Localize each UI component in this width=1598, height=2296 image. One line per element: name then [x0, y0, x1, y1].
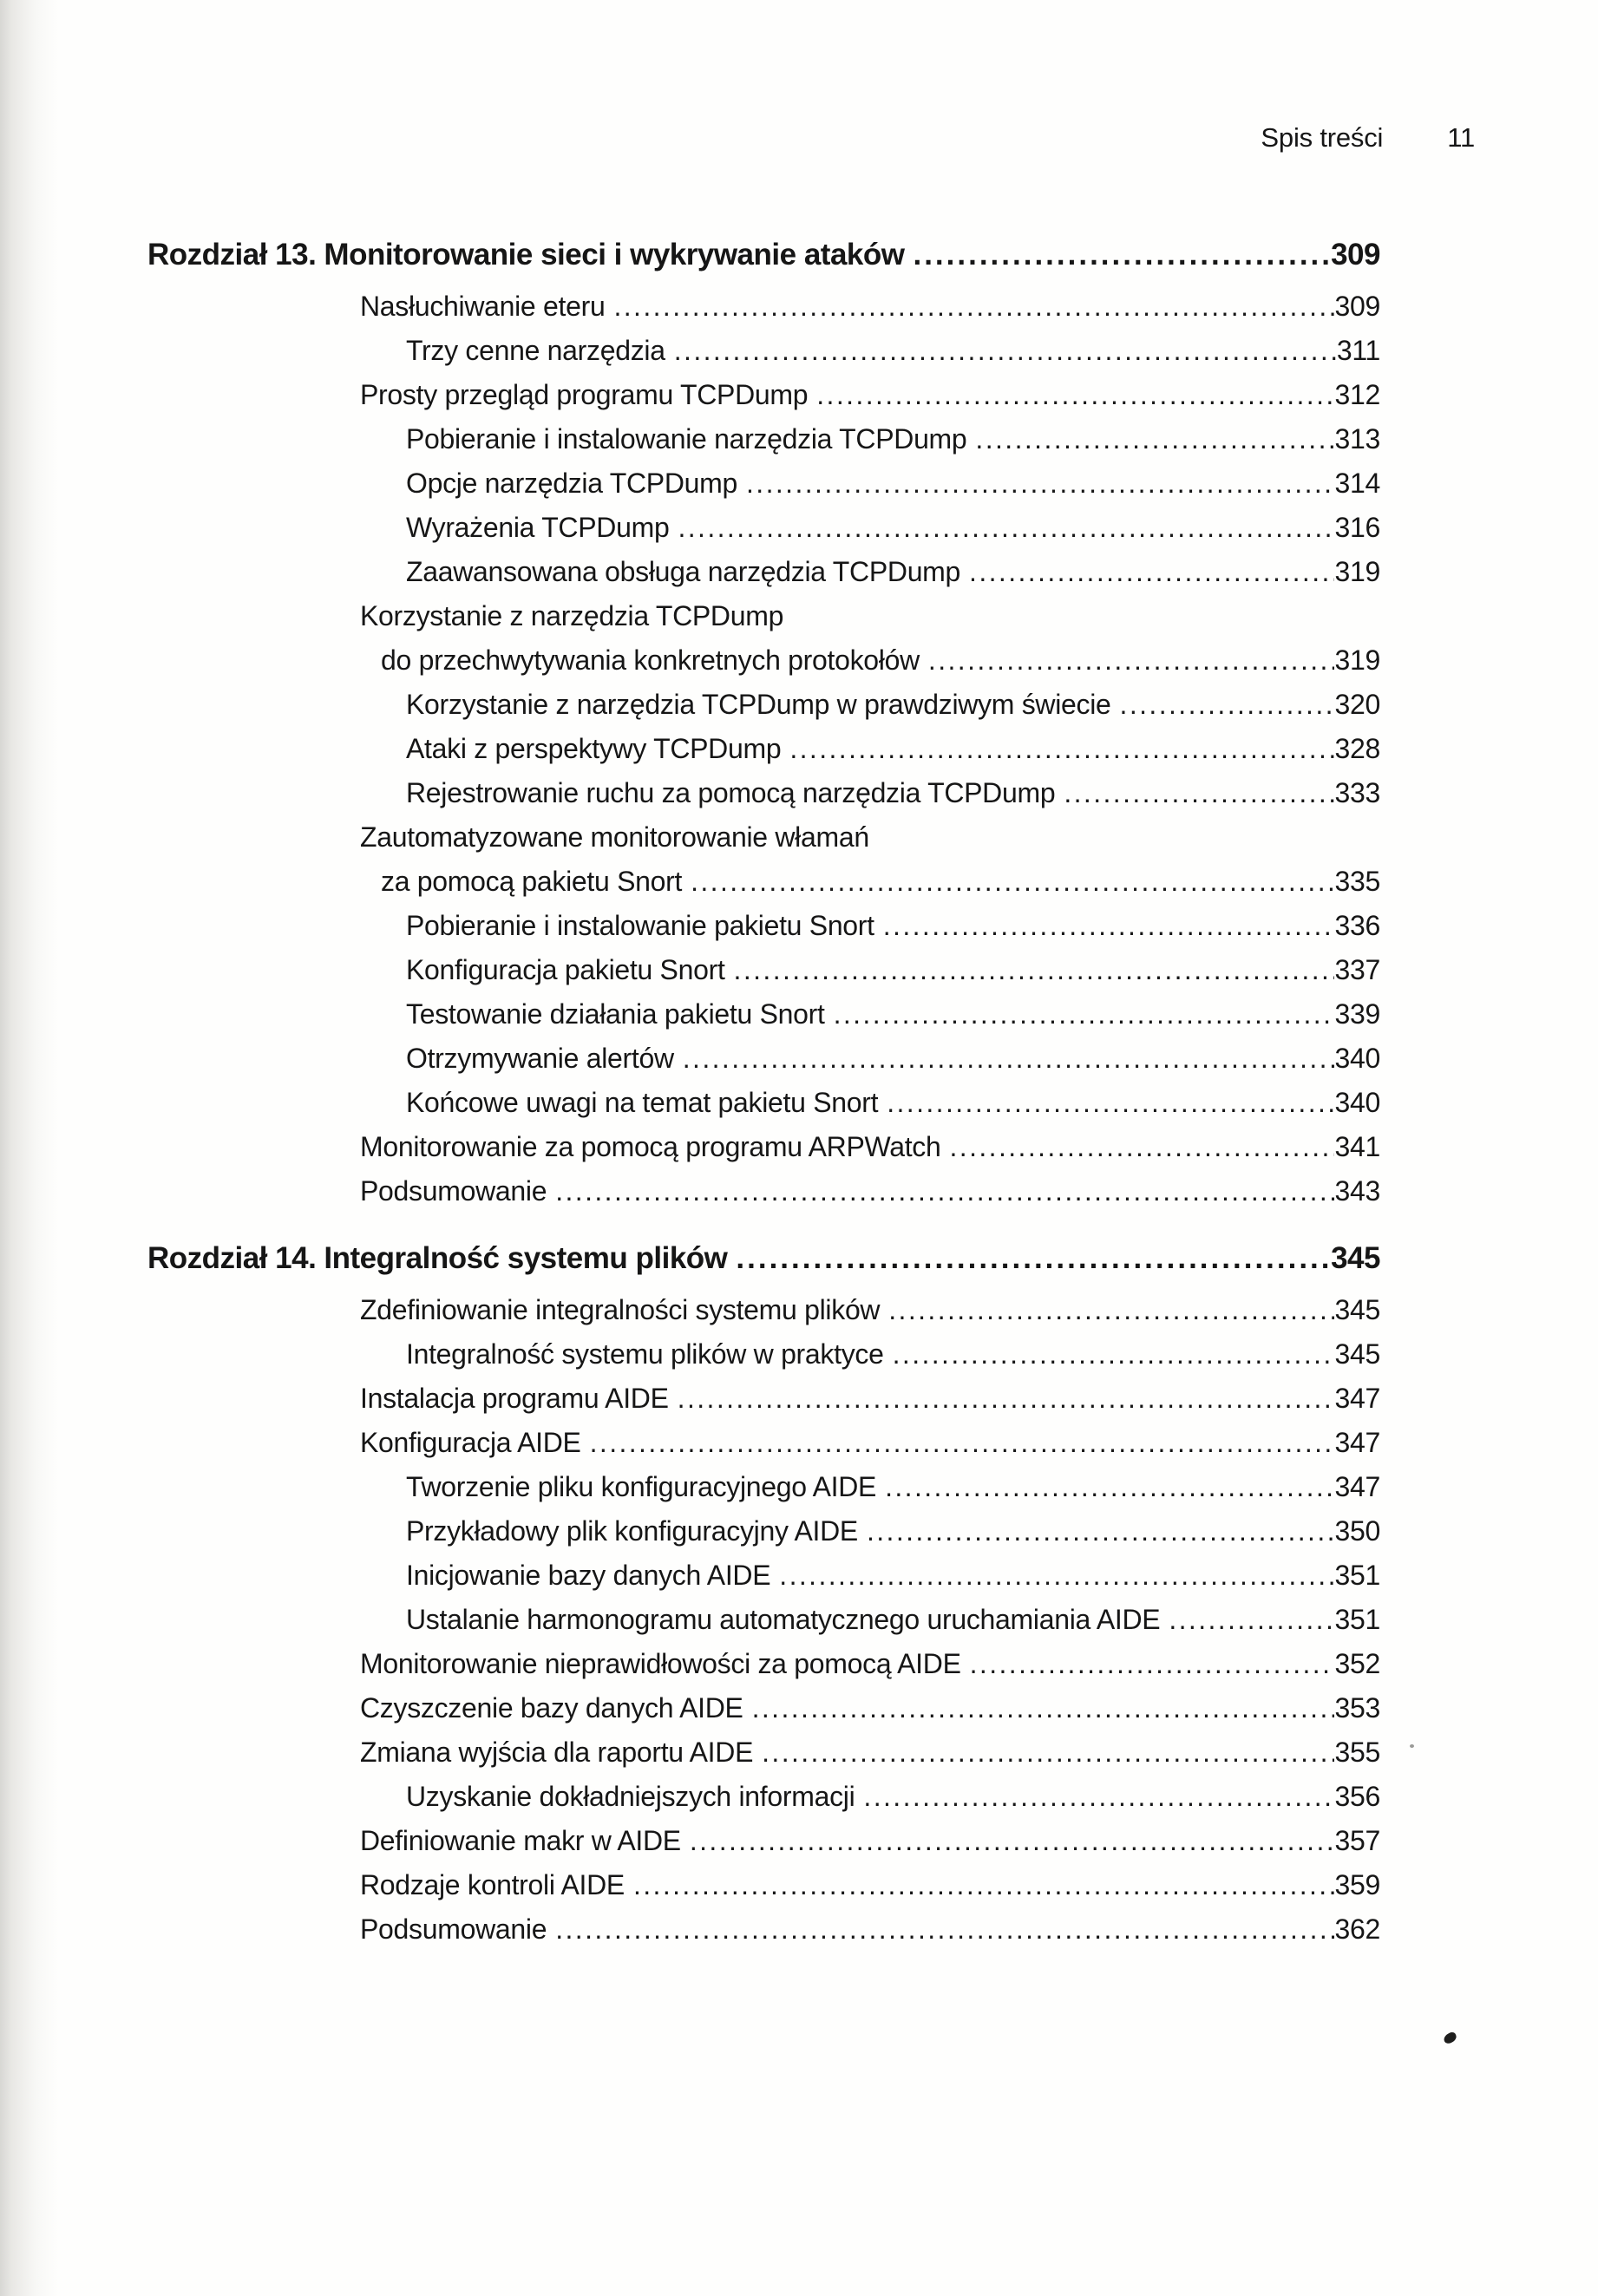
chapter-heading	[147, 1236, 1380, 1281]
toc-entry	[147, 1863, 1380, 1907]
scan-artifact-speck	[1410, 1744, 1414, 1748]
toc-entry	[147, 1288, 1380, 1332]
entry-page-number: 347	[1334, 1383, 1380, 1414]
toc-entry	[147, 1169, 1380, 1213]
toc-entry	[147, 727, 1380, 771]
dot-leader	[746, 461, 1333, 506]
toc-entry	[147, 1332, 1380, 1377]
entry-page-number: 351	[1334, 1560, 1380, 1591]
dot-leader	[913, 232, 1330, 278]
toc-entry	[147, 771, 1380, 815]
dot-leader	[885, 1465, 1333, 1509]
toc-entry	[147, 506, 1380, 550]
scan-artifact-speck	[1442, 2031, 1457, 2044]
toc-entry	[147, 1554, 1380, 1598]
entry-page-number: 320	[1334, 689, 1380, 720]
toc	[147, 232, 1380, 1952]
entry-title: Trzy cenne narzędzia	[406, 335, 665, 366]
entry-page-number: 340	[1334, 1087, 1380, 1118]
page-header	[1261, 122, 1475, 154]
toc-entry	[147, 904, 1380, 948]
running-head-title: Spis treści	[1261, 122, 1384, 153]
toc-entry	[147, 1081, 1380, 1125]
dot-leader	[950, 1125, 1334, 1169]
entry-title: Integralność systemu plików w praktyce	[406, 1338, 884, 1370]
dot-leader	[970, 1642, 1334, 1686]
running-head-page-number: 11	[1447, 122, 1475, 153]
entry-page-number: 352	[1334, 1648, 1380, 1679]
entry-title: Korzystanie z narzędzia TCPDump w prawdziwym świecie	[406, 689, 1111, 720]
toc-entry	[147, 550, 1380, 594]
entry-page-number: 356	[1334, 1781, 1380, 1812]
entry-page-number: 336	[1334, 910, 1380, 941]
entry-title: Monitorowanie nieprawidłowości za pomocą AIDE	[360, 1648, 961, 1679]
chapter-page-number: 309	[1331, 238, 1380, 271]
dot-leader	[678, 506, 1333, 550]
dot-leader	[683, 1037, 1334, 1081]
toc-entry	[147, 992, 1380, 1037]
toc-entry	[147, 1037, 1380, 1081]
toc-entry	[147, 638, 1380, 683]
entry-title: Podsumowanie	[360, 1913, 547, 1945]
toc-entry	[147, 1509, 1380, 1554]
entry-page-number: 345	[1334, 1338, 1380, 1370]
entry-page-number: 311	[1336, 335, 1380, 366]
dot-leader	[555, 1907, 1333, 1952]
toc-entry	[147, 1642, 1380, 1686]
dot-leader	[1064, 771, 1333, 815]
entry-title: Podsumowanie	[360, 1175, 547, 1207]
entry-title: Monitorowanie za pomocą programu ARPWatch	[360, 1131, 941, 1162]
entry-page-number: 309	[1334, 291, 1380, 322]
entry-page-number: 353	[1334, 1692, 1380, 1724]
toc-entry	[147, 329, 1380, 373]
toc-entry	[147, 860, 1380, 904]
entry-title: Zaawansowana obsługa narzędzia TCPDump	[406, 556, 961, 587]
entry-page-number: 357	[1334, 1825, 1380, 1856]
dot-leader	[674, 329, 1336, 373]
entry-page-number: 347	[1334, 1471, 1380, 1502]
chapter-title: Integralność systemu plików	[324, 1241, 728, 1275]
dot-leader	[867, 1509, 1334, 1554]
dot-leader	[613, 285, 1333, 329]
entry-title: Testowanie działania pakietu Snort	[406, 998, 825, 1030]
chapter-label: Rozdział 13.	[147, 238, 317, 271]
toc-entry	[147, 1598, 1380, 1642]
toc-entry	[147, 285, 1380, 329]
entry-title: Pobieranie i instalowanie narzędzia TCPDump	[406, 423, 967, 455]
entry-title: Definiowanie makr w AIDE	[360, 1825, 681, 1856]
toc-entry	[147, 948, 1380, 992]
dot-leader	[736, 1236, 1330, 1281]
dot-leader	[893, 1332, 1334, 1377]
dot-leader	[789, 727, 1333, 771]
dot-leader	[779, 1554, 1333, 1598]
entry-page-number: 319	[1334, 644, 1380, 676]
dot-leader	[975, 417, 1333, 461]
entry-title: Wyrażenia TCPDump	[406, 512, 670, 543]
entry-page-number: 333	[1334, 777, 1380, 808]
entry-title: Otrzymywanie alertów	[406, 1043, 674, 1074]
toc-entry	[147, 417, 1380, 461]
entry-page-number: 339	[1334, 998, 1380, 1030]
entry-page-number: 314	[1334, 468, 1380, 499]
dot-leader	[1120, 683, 1334, 727]
entry-title: Zdefiniowanie integralności systemu plików	[360, 1294, 881, 1325]
entry-page-number: 335	[1334, 866, 1380, 897]
dot-leader	[928, 638, 1334, 683]
chapter-page-number: 345	[1331, 1241, 1380, 1275]
toc-entry	[147, 1819, 1380, 1863]
toc-entry	[147, 815, 1380, 860]
chapter-label: Rozdział 14.	[147, 1241, 317, 1275]
dot-leader	[555, 1169, 1333, 1213]
dot-leader	[690, 1819, 1334, 1863]
entry-title: Konfiguracja pakietu Snort	[406, 954, 725, 985]
entry-title: Czyszczenie bazy danych AIDE	[360, 1692, 743, 1724]
dot-leader	[887, 1081, 1333, 1125]
entry-page-number: 341	[1334, 1131, 1380, 1162]
dot-leader	[691, 860, 1333, 904]
toc-entry	[147, 1421, 1380, 1465]
entry-title: Zautomatyzowane monitorowanie włamań	[360, 821, 869, 853]
dot-leader	[888, 1288, 1333, 1332]
toc-entry	[147, 373, 1380, 417]
entry-title: Uzyskanie dokładniejszych informacji	[406, 1781, 855, 1812]
entry-page-number: 319	[1334, 556, 1380, 587]
toc-entry	[147, 1775, 1380, 1819]
entry-page-number: 362	[1334, 1913, 1380, 1945]
entry-title: za pomocą pakietu Snort	[381, 866, 683, 897]
dot-leader	[678, 1377, 1334, 1421]
entry-page-number: 359	[1334, 1869, 1380, 1900]
entry-page-number: 340	[1334, 1043, 1380, 1074]
entry-title: Opcje narzędzia TCPDump	[406, 468, 738, 499]
entry-page-number: 312	[1334, 379, 1380, 410]
entry-title: Rejestrowanie ruchu za pomocą narzędzia TCPDump	[406, 777, 1056, 808]
dot-leader	[1169, 1598, 1333, 1642]
entry-page-number: 337	[1334, 954, 1380, 985]
entry-title: Inicjowanie bazy danych AIDE	[406, 1560, 771, 1591]
entry-title: Końcowe uwagi na temat pakietu Snort	[406, 1087, 879, 1118]
entry-title: do przechwytywania konkretnych protokołów	[381, 644, 920, 676]
dot-leader	[590, 1421, 1334, 1465]
entry-title: Prosty przegląd programu TCPDump	[360, 379, 809, 410]
dot-leader	[863, 1775, 1333, 1819]
toc-entry	[147, 1686, 1380, 1730]
dot-leader	[969, 550, 1333, 594]
entry-page-number: 313	[1334, 423, 1380, 455]
entry-title: Ataki z perspektywy TCPDump	[406, 733, 782, 764]
entry-title: Nasłuchiwanie eteru	[360, 291, 606, 322]
dot-leader	[752, 1686, 1334, 1730]
dot-leader	[734, 948, 1334, 992]
toc-entry	[147, 1377, 1380, 1421]
entry-title: Konfiguracja AIDE	[360, 1427, 581, 1458]
toc-entry	[147, 1907, 1380, 1952]
entry-page-number: 345	[1334, 1294, 1380, 1325]
dot-leader	[762, 1730, 1333, 1775]
entry-title: Zmiana wyjścia dla raportu AIDE	[360, 1737, 754, 1768]
entry-page-number: 347	[1334, 1427, 1380, 1458]
entry-title: Korzystanie z narzędzia TCPDump	[360, 600, 784, 631]
entry-title: Ustalanie harmonogramu automatycznego uruchamiania AIDE	[406, 1604, 1161, 1635]
dot-leader	[883, 904, 1334, 948]
toc-entry	[147, 1730, 1380, 1775]
page-edge-shadow	[0, 0, 61, 2296]
entry-title: Pobieranie i instalowanie pakietu Snort	[406, 910, 874, 941]
entry-title: Przykładowy plik konfiguracyjny AIDE	[406, 1515, 858, 1547]
dot-leader	[834, 992, 1334, 1037]
dot-leader	[633, 1863, 1334, 1907]
entry-page-number: 351	[1334, 1604, 1380, 1635]
toc-entry	[147, 594, 1380, 638]
entry-page-number: 316	[1334, 512, 1380, 543]
entry-title: Tworzenie pliku konfiguracyjnego AIDE	[406, 1471, 877, 1502]
toc-entry	[147, 1465, 1380, 1509]
entry-title: Rodzaje kontroli AIDE	[360, 1869, 625, 1900]
entry-page-number: 343	[1334, 1175, 1380, 1207]
dot-leader	[816, 373, 1333, 417]
chapter-heading	[147, 232, 1380, 278]
entry-page-number: 350	[1334, 1515, 1380, 1547]
entry-page-number: 328	[1334, 733, 1380, 764]
chapter-title: Monitorowanie sieci i wykrywanie ataków	[324, 238, 905, 271]
toc-entry	[147, 461, 1380, 506]
entry-page-number: 355	[1334, 1737, 1380, 1768]
entry-title: Instalacja programu AIDE	[360, 1383, 669, 1414]
toc-entry	[147, 1125, 1380, 1169]
toc-entry	[147, 683, 1380, 727]
